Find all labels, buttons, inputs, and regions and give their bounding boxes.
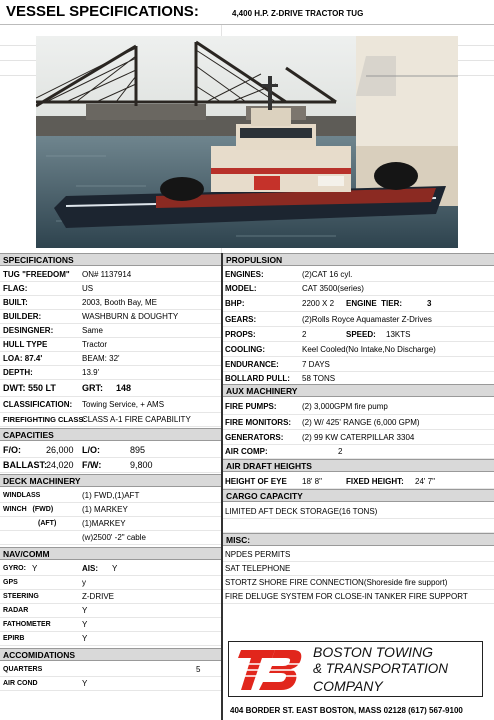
fo-value: 26,000 [46, 445, 74, 455]
generators-value: (2) 99 KW CATERPILLAR 3304 [302, 432, 415, 442]
winch-aft-label: (AFT) [38, 520, 57, 527]
fire-pumps-label: FIRE PUMPS: [225, 402, 277, 411]
spec-row-firefighting [0, 413, 221, 427]
windlass-label: WINDLASS [3, 492, 41, 499]
aux-machinery-heading: AUX MACHINERY [223, 384, 494, 397]
grt-label: GRT: [82, 383, 103, 393]
gps-label: GPS [3, 579, 18, 586]
cooling-value: Keel Cooled(No Intake,No Discharge) [302, 344, 436, 354]
misc-item [223, 590, 494, 604]
misc-heading: MISC: [223, 533, 494, 546]
aux-row-monitors [223, 415, 494, 430]
depth-label: DEPTH: [3, 367, 33, 377]
tug-boat-illustration [36, 36, 458, 248]
engines-value: (2)CAT 16 cyl. [302, 269, 353, 279]
prop-row-bhp [223, 296, 494, 312]
prop-row-endurance [223, 357, 494, 372]
capacity-row-ballast [0, 458, 221, 473]
nav-row-fathometer [0, 618, 221, 632]
misc-item-npdes: NPDES PERMITS [225, 550, 291, 559]
props-value: 2 [302, 329, 307, 339]
cargo-row [223, 504, 494, 519]
bt-logo-mark-icon [235, 646, 305, 694]
company-name-line1: BOSTON TOWING [313, 644, 434, 660]
epirb-value: Y [82, 634, 88, 643]
depth-value: 13.9' [82, 367, 100, 377]
left-column [0, 253, 221, 720]
page-title: VESSEL SPECIFICATIONS: [6, 3, 199, 20]
company-name-line2: & TRANSPORTATION [313, 661, 449, 676]
navcomm-heading: NAV/COMM [0, 547, 221, 560]
bhp-label: BHP: [225, 299, 245, 308]
model-label: MODEL: [225, 283, 257, 293]
deck-machinery-heading: DECK MACHINERY [0, 474, 221, 487]
generators-label: GENERATORS: [225, 432, 284, 442]
cooling-label: COOLING: [225, 344, 265, 354]
winch-fwd-label: WINCH (FWD) [3, 506, 54, 513]
classification-label: CLASSIFICATION: [3, 400, 73, 409]
steering-value: Z-DRIVE [82, 592, 114, 601]
fixed-height-label: FIXED HEIGHT: [346, 476, 404, 486]
page-subtitle: 4,400 H.P. Z-DRIVE TRACTOR TUG [232, 9, 364, 18]
propulsion-heading: PROPULSION [223, 253, 494, 266]
official-number: ON# 1137914 [82, 269, 132, 279]
misc-item-sat-telephone: SAT TELEPHONE [225, 564, 291, 573]
accom-row-aircond [0, 677, 221, 691]
capacity-row-fo [0, 443, 221, 458]
nav-row-epirb [0, 632, 221, 646]
speed-label: SPEED: [346, 329, 376, 339]
loa-label: LOA: 87.4' [3, 353, 43, 363]
fixed-height-value: 24' 7" [415, 476, 435, 486]
deck-row-cable [0, 531, 221, 545]
nav-row-radar [0, 604, 221, 618]
cargo-capacity-heading: CARGO CAPACITY [223, 489, 494, 502]
steering-label: STEERING [3, 593, 39, 600]
aux-row-generators [223, 430, 494, 445]
bollard-value: 58 TONS [302, 374, 336, 383]
misc-item [223, 548, 494, 562]
accommodations-heading: ACCOMIDATIONS [0, 648, 221, 661]
dwt-label: DWT: 550 LT [3, 383, 56, 393]
winch-fwd-value: (1) MARKEY [82, 505, 128, 514]
deck-row-windlass [0, 489, 221, 503]
bollard-label: BOLLARD PULL: [225, 374, 290, 383]
prop-row-gears [223, 312, 494, 327]
hull-value: Tractor [82, 339, 108, 349]
aircond-value: Y [82, 679, 88, 688]
misc-item-deluge: FIRE DELUGE SYSTEM FOR CLOSE-IN TANKER FIRE SUPPORT [225, 592, 468, 601]
spec-row-loa [0, 352, 221, 366]
misc-item [223, 576, 494, 590]
gyro-label: GYRO: [3, 565, 26, 572]
accom-row-quarters [0, 663, 221, 677]
fw-label: F/W: [82, 460, 102, 470]
engine-tier-value: 3 [427, 299, 432, 308]
radar-label: RADAR [3, 607, 29, 614]
builder-label: BUILDER: [3, 311, 42, 321]
fathometer-label: FATHOMETER [3, 621, 51, 628]
spec-row-tug [0, 268, 221, 282]
nav-row-gps [0, 576, 221, 590]
deck-row-winch-fwd [0, 503, 221, 517]
designer-value: Same [82, 325, 103, 335]
built-label: BUILT: [3, 297, 28, 307]
quarters-value: 5 [196, 665, 201, 674]
tug-photo [36, 36, 458, 248]
flag-label: FLAG: [3, 283, 28, 293]
prop-row-cooling [223, 342, 494, 357]
classification-value: Towing Service, + AMS [82, 400, 165, 409]
company-name-line3: COMPANY [313, 678, 383, 694]
endurance-value: 7 DAYS [302, 359, 330, 369]
company-address: 404 BORDER ST. EAST BOSTON, MASS 02128 (617) 567-9100 [230, 706, 463, 715]
quarters-label: QUARTERS [3, 666, 43, 673]
fathometer-value: Y [82, 620, 88, 629]
lo-label: L/O: [82, 445, 100, 455]
prop-row-engines [223, 268, 494, 282]
tug-name: TUG "FREEDOM" [3, 269, 70, 279]
bhp-value: 2200 X 2 [302, 299, 335, 308]
epirb-label: EPIRB [3, 635, 25, 642]
designer-label: DESINGNER: [3, 325, 54, 335]
nav-row-gyro [0, 562, 221, 576]
spec-row-builder [0, 310, 221, 324]
lo-value: 895 [130, 445, 146, 455]
winch-aft-value: (1)MARKEY [82, 519, 126, 528]
prop-row-model [223, 282, 494, 296]
air-comp-value: 2 [338, 447, 343, 456]
ais-value: Y [112, 564, 118, 573]
gears-label: GEARS: [225, 314, 257, 324]
header-divider [0, 24, 494, 25]
fire-monitors-label: FIRE MONITORS: [225, 417, 292, 427]
cable-value: (w)2500' -2" cable [82, 533, 146, 542]
gyro-value: Y [32, 564, 38, 573]
fire-pumps-value: (2) 3,000GPM fire pump [302, 402, 388, 411]
cargo-capacity-value: LIMITED AFT DECK STORAGE(16 TONS) [225, 506, 378, 516]
engine-tier-label: ENGINE TIER: [346, 299, 403, 308]
gears-value: (2)Rolls Royce Aquamaster Z-Drives [302, 314, 432, 324]
spec-row-dwt [0, 380, 221, 397]
windlass-value: (1) FWD,(1)AFT [82, 491, 140, 500]
firefighting-label: FIREFIGHTING CLASS: [3, 415, 86, 424]
fo-label: F/O: [3, 445, 21, 455]
aux-row-aircomp [223, 445, 494, 459]
builder-value: WASHBURN & DOUGHTY [82, 311, 179, 321]
ais-label: AIS: [82, 564, 98, 573]
fire-monitors-value: (2) W/ 425' RANGE (6,000 GPM) [302, 417, 420, 427]
engines-label: ENGINES: [225, 269, 264, 279]
ballast-value: 24,020 [46, 460, 74, 470]
speed-value: 13KTS [386, 329, 411, 339]
ballast-label: BALLAST: [3, 460, 47, 470]
radar-value: Y [82, 606, 88, 615]
air-draft-heading: AIR DRAFT HEIGHTS [223, 459, 494, 472]
air-comp-label: AIR COMP: [225, 447, 268, 456]
spec-row-designer [0, 324, 221, 338]
spec-row-hull [0, 338, 221, 352]
height-of-eye-value: 18' 8" [302, 476, 322, 486]
prop-row-props [223, 327, 494, 342]
gps-value: y [82, 578, 86, 587]
props-label: PROPS: [225, 329, 256, 339]
spec-row-flag [0, 282, 221, 296]
model-value: CAT 3500(series) [302, 283, 364, 293]
aux-row-pumps [223, 399, 494, 415]
endurance-label: ENDURANCE: [225, 359, 279, 369]
deck-row-winch-aft [0, 517, 221, 531]
flag-value: US [82, 283, 94, 293]
nav-row-steering [0, 590, 221, 604]
height-of-eye-label: HEIGHT OF EYE [225, 476, 287, 486]
capacities-heading: CAPACITIES [0, 428, 221, 441]
fw-value: 9,800 [130, 460, 153, 470]
spec-row-depth [0, 366, 221, 380]
firefighting-value: CLASS A-1 FIRE CAPABILITY [82, 415, 191, 424]
airdraft-row [223, 474, 494, 489]
cargo-row-empty [223, 519, 494, 533]
beam-label: BEAM: 32' [82, 353, 120, 363]
misc-item [223, 562, 494, 576]
grt-value: 148 [116, 383, 132, 393]
spec-row-built [0, 296, 221, 310]
misc-item-stortz: STORTZ SHORE FIRE CONNECTION(Shoreside fire support) [225, 578, 448, 587]
hull-label: HULL TYPE [3, 339, 48, 349]
aircond-label: AIR COND [3, 680, 38, 687]
spec-row-class [0, 397, 221, 413]
built-value: 2003, Booth Bay, ME [82, 297, 158, 307]
company-logo [228, 641, 483, 697]
specifications-heading: SPECIFICATIONS [0, 253, 221, 266]
